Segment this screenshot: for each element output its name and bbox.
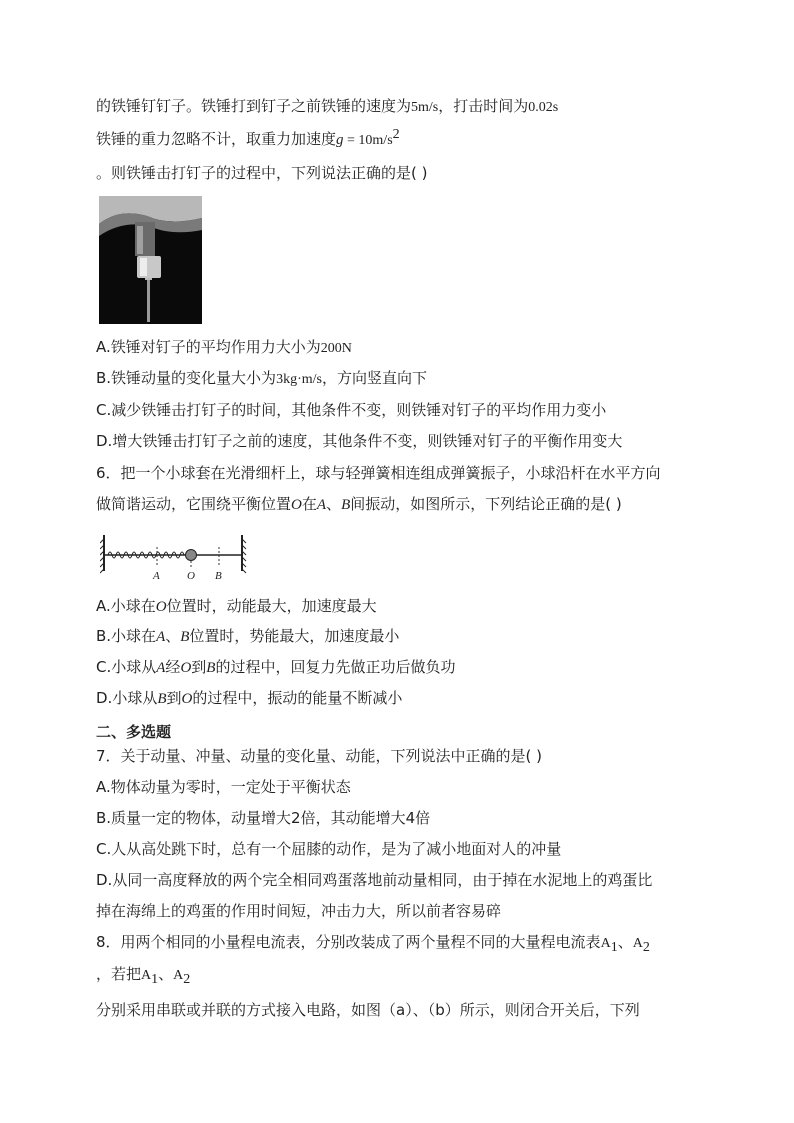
q5-stem-line1: 的铁锤钉钉子。铁锤打到钉子之前铁锤的速度为5m/s，打击时间为0.02s bbox=[96, 97, 559, 115]
q6-option-c: C.小球从A经O到B的过程中，回复力先做正功后做负功 bbox=[96, 658, 456, 676]
q8-stem-line1: 8．用两个相同的小量程电流表，分别改装成了两个量程不同的大量程电流表$A_1$、$A_2$ bbox=[96, 933, 650, 955]
q6-option-a: A.小球在O位置时，动能最大，加速度最大 bbox=[96, 597, 377, 615]
q7-option-d-line1: D.从同一高度释放的两个完全相同鸡蛋落地前动量相同，由于掉在水泥地上的鸡蛋比 bbox=[96, 871, 653, 889]
q5-stem-line2: 铁锤的重力忽略不计，取重力加速度$g = 10m/s^2$ bbox=[96, 127, 400, 148]
q7-stem: 7．关于动量、冲量、动量的变化量、动能，下列说法中正确的是( ) bbox=[96, 747, 543, 765]
q7-option-b: B.质量一定的物体，动量增大2倍，其动能增大4倍 bbox=[96, 809, 431, 827]
q7-option-a: A.物体动量为零时，一定处于平衡状态 bbox=[96, 778, 351, 796]
q8-stem-line2: ，若把$A_1$、$A_2$ bbox=[96, 965, 191, 987]
q5-option-b: B.铁锤动量的变化量大小为3kg·m/s，方向竖直向下 bbox=[96, 369, 427, 387]
q5-option-a: A.铁锤对钉子的平均作用力大小为200N bbox=[96, 338, 352, 356]
figure-label-a: A bbox=[153, 570, 160, 581]
q6-option-b: B.小球在A、B位置时，势能最大，加速度最小 bbox=[96, 627, 400, 645]
q5-option-d: D.增大铁锤击打钉子之前的速度，其他条件不变，则铁锤对钉子的平衡作用变大 bbox=[96, 432, 623, 450]
q7-option-c: C.人从高处跳下时，总有一个屈膝的动作，是为了减小地面对人的冲量 bbox=[96, 840, 562, 858]
q6-stem-line1: 6．把一个小球套在光滑细杆上，球与轻弹簧相连组成弹簧振子，小球沿杆在水平方向 bbox=[96, 464, 661, 482]
figure-label-b: B bbox=[215, 570, 222, 581]
q7-option-d-line2: 掉在海绵上的鸡蛋的作用时间短，冲击力大，所以前者容易碎 bbox=[96, 902, 502, 920]
q6-stem-line2: 做简谐运动，它围绕平衡位置O在A、B间振动，如图所示，下列结论正确的是( ) bbox=[96, 495, 622, 513]
q5-option-c: C.减少铁锤击打钉子的时间，其他条件不变，则铁锤对钉子的平均作用力变小 bbox=[96, 401, 607, 419]
hammer-nail-photo bbox=[99, 196, 202, 324]
q5-stem-line3: 。则铁锤击打钉子的过程中，下列说法正确的是( ) bbox=[96, 164, 428, 182]
figure-label-o: O bbox=[187, 570, 195, 581]
q6-option-d: D.小球从B到O的过程中，振动的能量不断减小 bbox=[96, 689, 403, 707]
spring-oscillator-figure bbox=[100, 533, 250, 581]
section-heading: 二、多选题 bbox=[96, 723, 172, 741]
q8-stem-line3: 分别采用串联或并联的方式接入电路，如图（a）、（b）所示，则闭合开关后，下列 bbox=[96, 1001, 640, 1019]
